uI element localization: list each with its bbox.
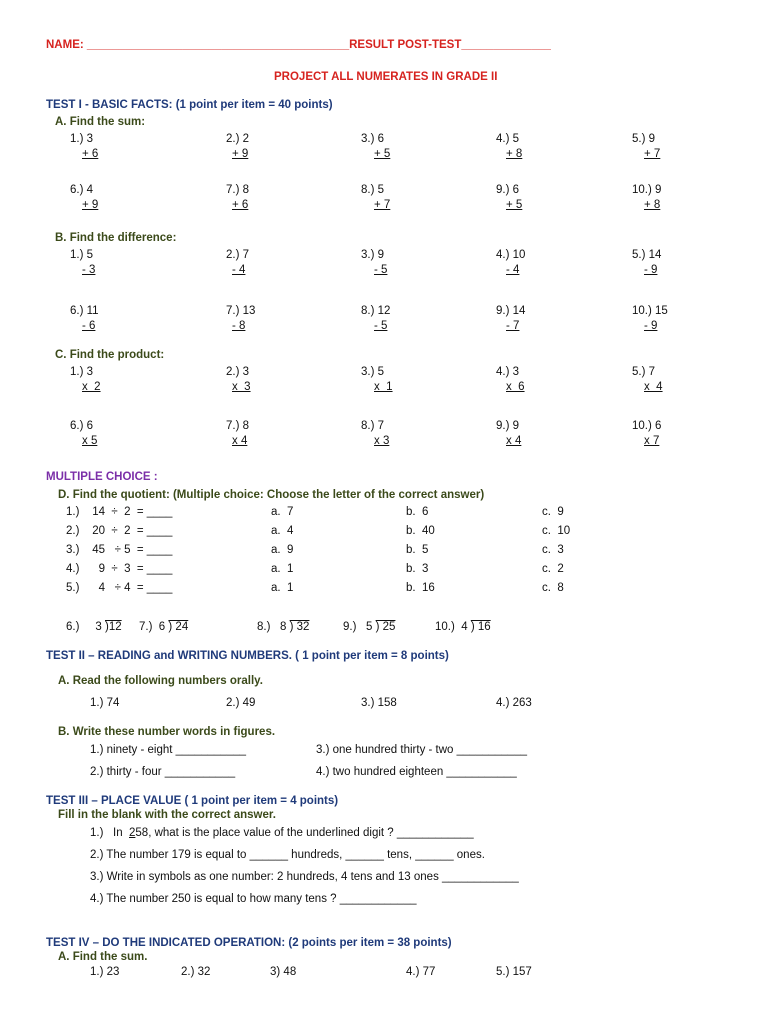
problem-top: 1.) 3 <box>70 133 94 145</box>
dividend: ) 16 <box>470 621 491 633</box>
problem-bottom: - 6 <box>82 320 96 332</box>
problem-bottom: + 9 <box>232 148 249 160</box>
choice-b: b. 6 <box>406 506 429 518</box>
test2-title: TEST II – READING and WRITING NUMBERS. ( 1 point per item = 8 points) <box>46 650 449 662</box>
sum-problem-1 <box>70 133 140 167</box>
test1-c-heading: C. Find the product: <box>55 349 165 361</box>
difference-problem-9 <box>496 305 566 339</box>
dividend: ) 24 <box>168 621 189 633</box>
difference-problem-2 <box>226 249 296 283</box>
problem-top: 2.) 3 <box>226 366 250 378</box>
read-number-2: 2.) 49 <box>226 697 256 709</box>
problem-top: 3.) 5 <box>361 366 385 378</box>
long-division-8 <box>257 621 309 633</box>
problem-top: 8.) 5 <box>361 184 385 196</box>
difference-problem-8 <box>361 305 431 339</box>
problem-bottom: x 3 <box>232 381 251 393</box>
product-problem-2 <box>226 366 296 400</box>
problem-bottom: + 5 <box>374 148 391 160</box>
underlined-digit: 2 <box>129 827 136 839</box>
project-title: PROJECT ALL NUMERATES IN GRADE II <box>274 71 498 83</box>
quotient-question: 1.) 14 ÷ 2 = ____ <box>66 506 173 518</box>
test1-a-heading: A. Find the sum: <box>55 116 146 128</box>
sum-op-2: 2.) 32 <box>181 966 211 978</box>
problem-bottom: x 4 <box>232 435 248 447</box>
divisor: 8.) 8 <box>257 621 290 633</box>
sum-problem-9 <box>496 184 566 218</box>
sum-op-3: 3) 48 <box>270 966 297 978</box>
quotient-question: 5.) 4 ÷ 4 = ____ <box>66 582 173 594</box>
problem-bottom: + 5 <box>506 199 523 211</box>
problem-bottom: - 7 <box>506 320 520 332</box>
test1-title: TEST I - BASIC FACTS: (1 point per item = 40 points) <box>46 99 333 111</box>
problem-bottom: + 6 <box>232 199 249 211</box>
problem-top: 10.) 9 <box>632 184 662 196</box>
problem-bottom: x 6 <box>506 381 525 393</box>
product-problem-9 <box>496 420 566 454</box>
problem-bottom: x 5 <box>82 435 98 447</box>
problem-top: 6.) 4 <box>70 184 94 196</box>
product-problem-5 <box>632 366 702 400</box>
place-value-q4: 4.) The number 250 is equal to how many tens ? ____________ <box>90 893 417 905</box>
choice-a: a. 1 <box>271 582 294 594</box>
problem-bottom: x 4 <box>644 381 663 393</box>
problem-top: 1.) 5 <box>70 249 94 261</box>
dividend: ) 25 <box>375 621 396 633</box>
place-value-q1: 1.) In 258, what is the place value of the underlined digit ? ____________ <box>90 827 474 839</box>
choice-a: a. 1 <box>271 563 294 575</box>
sum-problem-4 <box>496 133 566 167</box>
choice-b: b. 40 <box>406 525 435 537</box>
number-word-4: 4.) two hundred eighteen ___________ <box>316 766 517 778</box>
problem-bottom: x 7 <box>644 435 660 447</box>
sum-problem-8 <box>361 184 431 218</box>
difference-problem-6 <box>70 305 140 339</box>
problem-top: 3.) 6 <box>361 133 385 145</box>
problem-top: 4.) 10 <box>496 249 526 261</box>
long-division-7 <box>139 621 188 633</box>
difference-problem-3 <box>361 249 431 283</box>
test3-title: TEST III – PLACE VALUE ( 1 point per item = 4 points) <box>46 795 339 807</box>
problem-top: 2.) 7 <box>226 249 250 261</box>
problem-top: 10.) 6 <box>632 420 662 432</box>
quotient-heading: D. Find the quotient: (Multiple choice: Choose the letter of the correct answer) <box>58 489 485 501</box>
problem-top: 6.) 11 <box>70 305 99 317</box>
choice-b: b. 3 <box>406 563 429 575</box>
problem-bottom: + 6 <box>82 148 99 160</box>
problem-top: 5.) 14 <box>632 249 662 261</box>
product-problem-1 <box>70 366 140 400</box>
problem-top: 3.) 9 <box>361 249 385 261</box>
quotient-question: 3.) 45 ÷ 5 = ____ <box>66 544 173 556</box>
sum-problem-7 <box>226 184 296 218</box>
long-division-6 <box>66 621 122 633</box>
product-problem-3 <box>361 366 431 400</box>
choice-a: a. 4 <box>271 525 294 537</box>
problem-bottom: x 2 <box>82 381 101 393</box>
test4-a-heading: A. Find the sum. <box>58 951 148 963</box>
sum-op-1: 1.) 23 <box>90 966 120 978</box>
problem-top: 9.) 14 <box>496 305 526 317</box>
choice-b: b. 16 <box>406 582 435 594</box>
choice-a: a. 9 <box>271 544 294 556</box>
test4-title: TEST IV – DO THE INDICATED OPERATION: (2 points per item = 38 points) <box>46 937 452 949</box>
problem-bottom: - 5 <box>374 264 388 276</box>
difference-problem-7 <box>226 305 296 339</box>
problem-top: 7.) 8 <box>226 184 250 196</box>
divisor: 7.) 6 <box>139 621 169 633</box>
problem-top: 7.) 13 <box>226 305 256 317</box>
number-word-1: 1.) ninety - eight ___________ <box>90 744 247 756</box>
difference-problem-5 <box>632 249 702 283</box>
product-problem-8 <box>361 420 431 454</box>
quotient-question: 4.) 9 ÷ 3 = ____ <box>66 563 173 575</box>
choice-c: c. 9 <box>542 506 564 518</box>
choice-b: b. 5 <box>406 544 429 556</box>
problem-top: 9.) 6 <box>496 184 520 196</box>
problem-top: 4.) 3 <box>496 366 520 378</box>
problem-bottom: + 9 <box>82 199 99 211</box>
choice-c: c. 10 <box>542 525 571 537</box>
problem-bottom: - 4 <box>506 264 520 276</box>
sum-problem-6 <box>70 184 140 218</box>
product-problem-10 <box>632 420 702 454</box>
sum-problem-2 <box>226 133 296 167</box>
dividend: ) 32 <box>289 621 310 633</box>
name-line: NAME: _________________________________________RESULT POST-TEST______________ <box>46 39 551 51</box>
problem-bottom: - 3 <box>82 264 96 276</box>
multiple-choice-title: MULTIPLE CHOICE : <box>46 471 158 483</box>
problem-top: 7.) 8 <box>226 420 250 432</box>
number-word-2: 2.) thirty - four ___________ <box>90 766 236 778</box>
problem-top: 10.) 15 <box>632 305 668 317</box>
dividend: )12 <box>105 621 122 633</box>
problem-top: 9.) 9 <box>496 420 520 432</box>
problem-bottom: - 9 <box>644 264 658 276</box>
place-value-q3: 3.) Write in symbols as one number: 2 hundreds, 4 tens and 13 ones ____________ <box>90 871 519 883</box>
sum-problem-5 <box>632 133 702 167</box>
sum-problem-3 <box>361 133 431 167</box>
problem-top: 8.) 7 <box>361 420 385 432</box>
problem-top: 1.) 3 <box>70 366 94 378</box>
problem-bottom: + 8 <box>506 148 523 160</box>
problem-top: 6.) 6 <box>70 420 94 432</box>
choice-c: c. 2 <box>542 563 564 575</box>
divisor: 9.) 5 <box>343 621 376 633</box>
sum-problem-10 <box>632 184 702 218</box>
test2-b-heading: B. Write these number words in figures. <box>58 726 276 738</box>
problem-bottom: + 7 <box>644 148 661 160</box>
problem-bottom: x 1 <box>374 381 393 393</box>
difference-problem-10 <box>632 305 702 339</box>
number-word-3: 3.) one hundred thirty - two ___________ <box>316 744 527 756</box>
sum-op-5: 5.) 157 <box>496 966 532 978</box>
problem-top: 2.) 2 <box>226 133 250 145</box>
test1-b-heading: B. Find the difference: <box>55 232 177 244</box>
problem-bottom: - 9 <box>644 320 658 332</box>
problem-bottom: x 3 <box>374 435 390 447</box>
problem-bottom: x 4 <box>506 435 522 447</box>
choice-c: c. 8 <box>542 582 564 594</box>
test2-a-heading: A. Read the following numbers orally. <box>58 675 263 687</box>
problem-bottom: - 8 <box>232 320 246 332</box>
divisor: 6.) 3 <box>66 621 105 633</box>
product-problem-6 <box>70 420 140 454</box>
problem-top: 4.) 5 <box>496 133 520 145</box>
choice-a: a. 7 <box>271 506 294 518</box>
sum-op-4: 4.) 77 <box>406 966 436 978</box>
read-number-1: 1.) 74 <box>90 697 120 709</box>
difference-problem-4 <box>496 249 566 283</box>
problem-top: 8.) 12 <box>361 305 391 317</box>
difference-problem-1 <box>70 249 140 283</box>
product-problem-7 <box>226 420 296 454</box>
product-problem-4 <box>496 366 566 400</box>
divisor: 10.) 4 <box>435 621 471 633</box>
problem-bottom: + 7 <box>374 199 391 211</box>
long-division-9 <box>343 621 395 633</box>
long-division-10 <box>435 621 491 633</box>
problem-bottom: - 4 <box>232 264 246 276</box>
problem-bottom: + 8 <box>644 199 661 211</box>
quotient-question: 2.) 20 ÷ 2 = ____ <box>66 525 173 537</box>
problem-bottom: - 5 <box>374 320 388 332</box>
read-number-4: 4.) 263 <box>496 697 532 709</box>
test3-subheading: Fill in the blank with the correct answer. <box>58 809 276 821</box>
read-number-3: 3.) 158 <box>361 697 397 709</box>
problem-top: 5.) 9 <box>632 133 656 145</box>
problem-top: 5.) 7 <box>632 366 656 378</box>
place-value-q2: 2.) The number 179 is equal to ______ hundreds, ______ tens, ______ ones. <box>90 849 485 861</box>
choice-c: c. 3 <box>542 544 564 556</box>
